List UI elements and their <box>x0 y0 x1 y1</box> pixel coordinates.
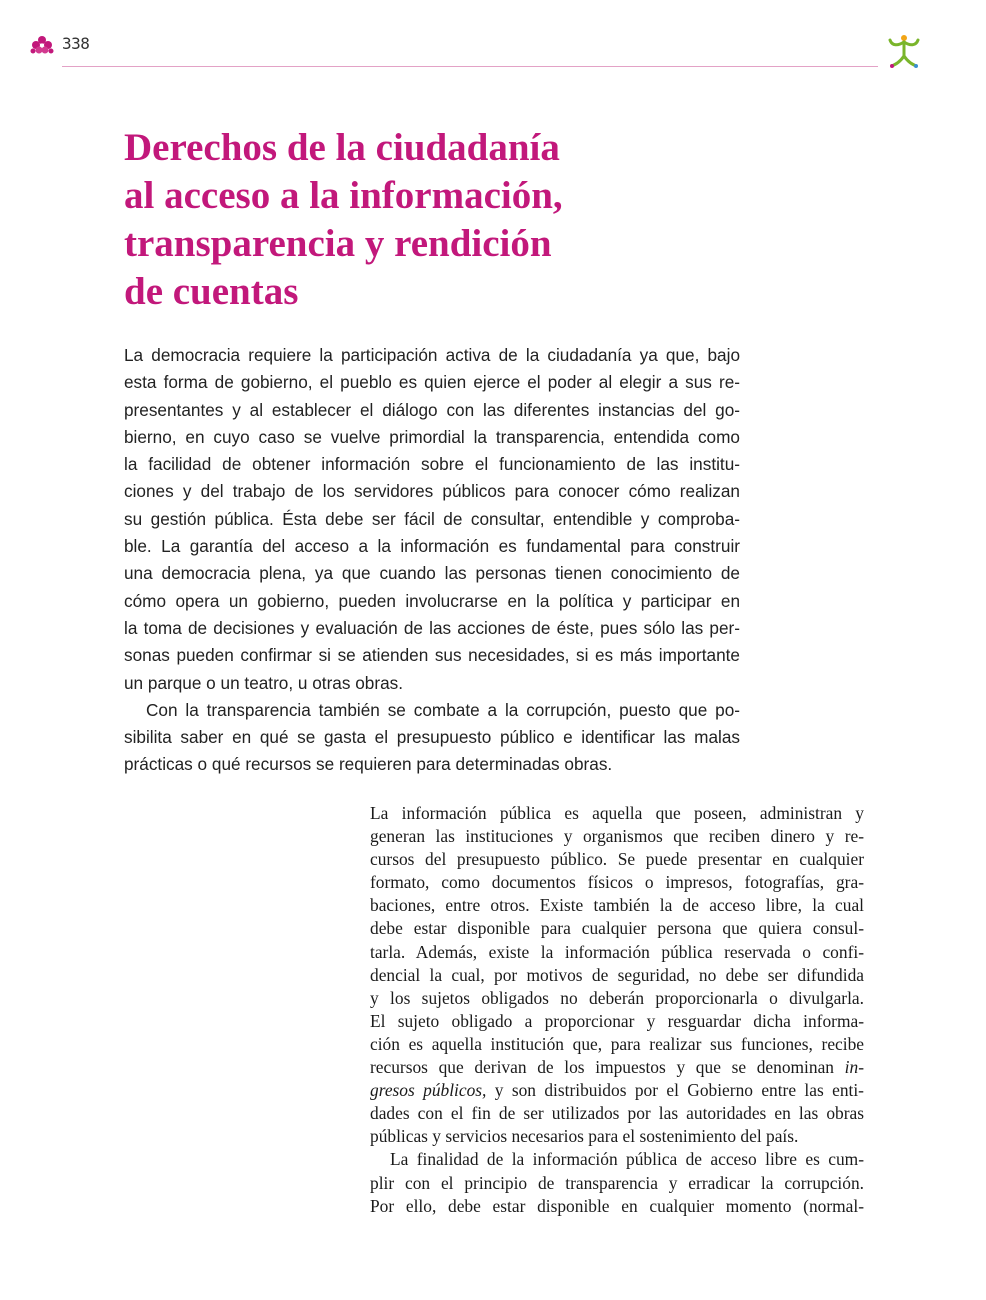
title-line: al acceso a la información, <box>124 174 563 217</box>
text-line: un parque o un teatro, u otras obras. <box>124 672 404 693</box>
green-figure-logo-icon <box>884 32 924 72</box>
intro-section <box>124 342 740 779</box>
text-line: dencial la cual, por motivos de seguridad, no debe ser difundida <box>370 964 864 985</box>
text-line: su gestión pública. Ésta debe ser fácil de consultar, entendible y comproba- <box>124 508 740 529</box>
italic-term: gresos públicos, <box>370 1080 487 1101</box>
text-line: El sujeto obligado a proporcionar y resguardar dicha informa- <box>370 1010 864 1031</box>
italic-term: in- <box>844 1057 864 1078</box>
text-line: cómo opera un gobierno, pueden involucrarse en la política y participar en <box>124 590 740 611</box>
page-number: 338 <box>62 34 90 53</box>
text-line: La información pública es aquella que poseen, administran y <box>370 803 864 823</box>
text-line: sibilita saber en qué se gasta el presupuesto público e identificar las malas <box>124 727 740 748</box>
text-line: plir con el principio de transparencia y erradicar la corrupción. <box>370 1172 864 1193</box>
text-line: bierno, en cuyo caso se vuelve primordial la transparencia, entendida como <box>124 426 740 447</box>
text-line: La democracia requiere la participación activa de la ciudadanía ya que, bajo <box>124 345 740 365</box>
text-line: ción es aquella institución que, para realizar sus funciones, recibe <box>370 1033 864 1054</box>
text-line: cursos del presupuesto público. Se puede presentar en cualquier <box>370 849 864 870</box>
paragraph <box>370 1148 864 1217</box>
text-line: prácticas o qué recursos se requieren para determinadas obras. <box>124 754 613 775</box>
text-line: una democracia plena, ya que cuando las personas tienen conocimiento de <box>124 563 740 584</box>
text-line: presentantes y al establecer el diálogo con las diferentes instancias del go- <box>124 399 740 420</box>
text-line: ciones y del trabajo de los servidores públicos para conocer cómo realizan <box>124 481 740 502</box>
public-information-section <box>370 802 864 1218</box>
text-line: tarla. Además, existe la información pública reservada o confi- <box>370 941 864 962</box>
paragraph <box>370 802 864 1148</box>
text-line: dades con el fin de ser utilizados por las autoridades en las obras <box>370 1103 864 1124</box>
paragraph <box>124 697 740 779</box>
text-line: ble. La garantía del acceso a la información es fundamental para construir <box>124 536 740 557</box>
text-line: esta forma de gobierno, el pueblo es quien ejerce el poder al elegir a sus re- <box>124 372 740 393</box>
text-line: Con la transparencia también se combate a la corrupción, puesto que po- <box>146 699 740 720</box>
text-line: La finalidad de la información pública de acceso libre es cum- <box>390 1149 864 1170</box>
text-line: y los sujetos obligados no deberán proporcionarla o divulgarla. <box>370 987 864 1008</box>
text-line: baciones, entre otros. Existe también la de acceso libre, la cual <box>370 895 864 916</box>
text-segment: y son distribuidos por el Gobierno entre las enti- <box>486 1080 864 1101</box>
text-line: la facilidad de obtener información sobre el funcionamiento de las institu- <box>124 454 740 475</box>
title-line: transparencia y rendición <box>124 222 552 265</box>
text-line <box>370 1056 864 1079</box>
text-line: Por ello, debe estar disponible en cualquier momento (normal- <box>370 1195 864 1216</box>
text-line: la toma de decisiones y evaluación de las acciones de éste, pues sólo las per- <box>124 617 740 638</box>
text-line: públicas y servicios necesarios para el sostenimiento del país. <box>370 1126 799 1147</box>
title-line: Derechos de la ciudadanía <box>124 126 560 169</box>
text-line <box>370 1079 864 1102</box>
title-line: de cuentas <box>124 270 299 313</box>
text-line: generan las instituciones y organismos que reciben dinero y re- <box>370 826 864 847</box>
text-line: debe estar disponible para cualquier persona que quiera consul- <box>370 918 864 939</box>
header-divider <box>62 66 878 67</box>
text-segment: recursos que derivan de los impuestos y que se denominan <box>370 1057 845 1078</box>
text-line: formato, como documentos físicos o impresos, fotografías, gra- <box>370 872 864 893</box>
flower-cluster-icon <box>30 34 54 56</box>
page-title <box>124 124 644 316</box>
text-line: sonas pueden confirmar si se atienden sus necesidades, si es más importante <box>124 645 740 666</box>
paragraph <box>124 342 740 697</box>
